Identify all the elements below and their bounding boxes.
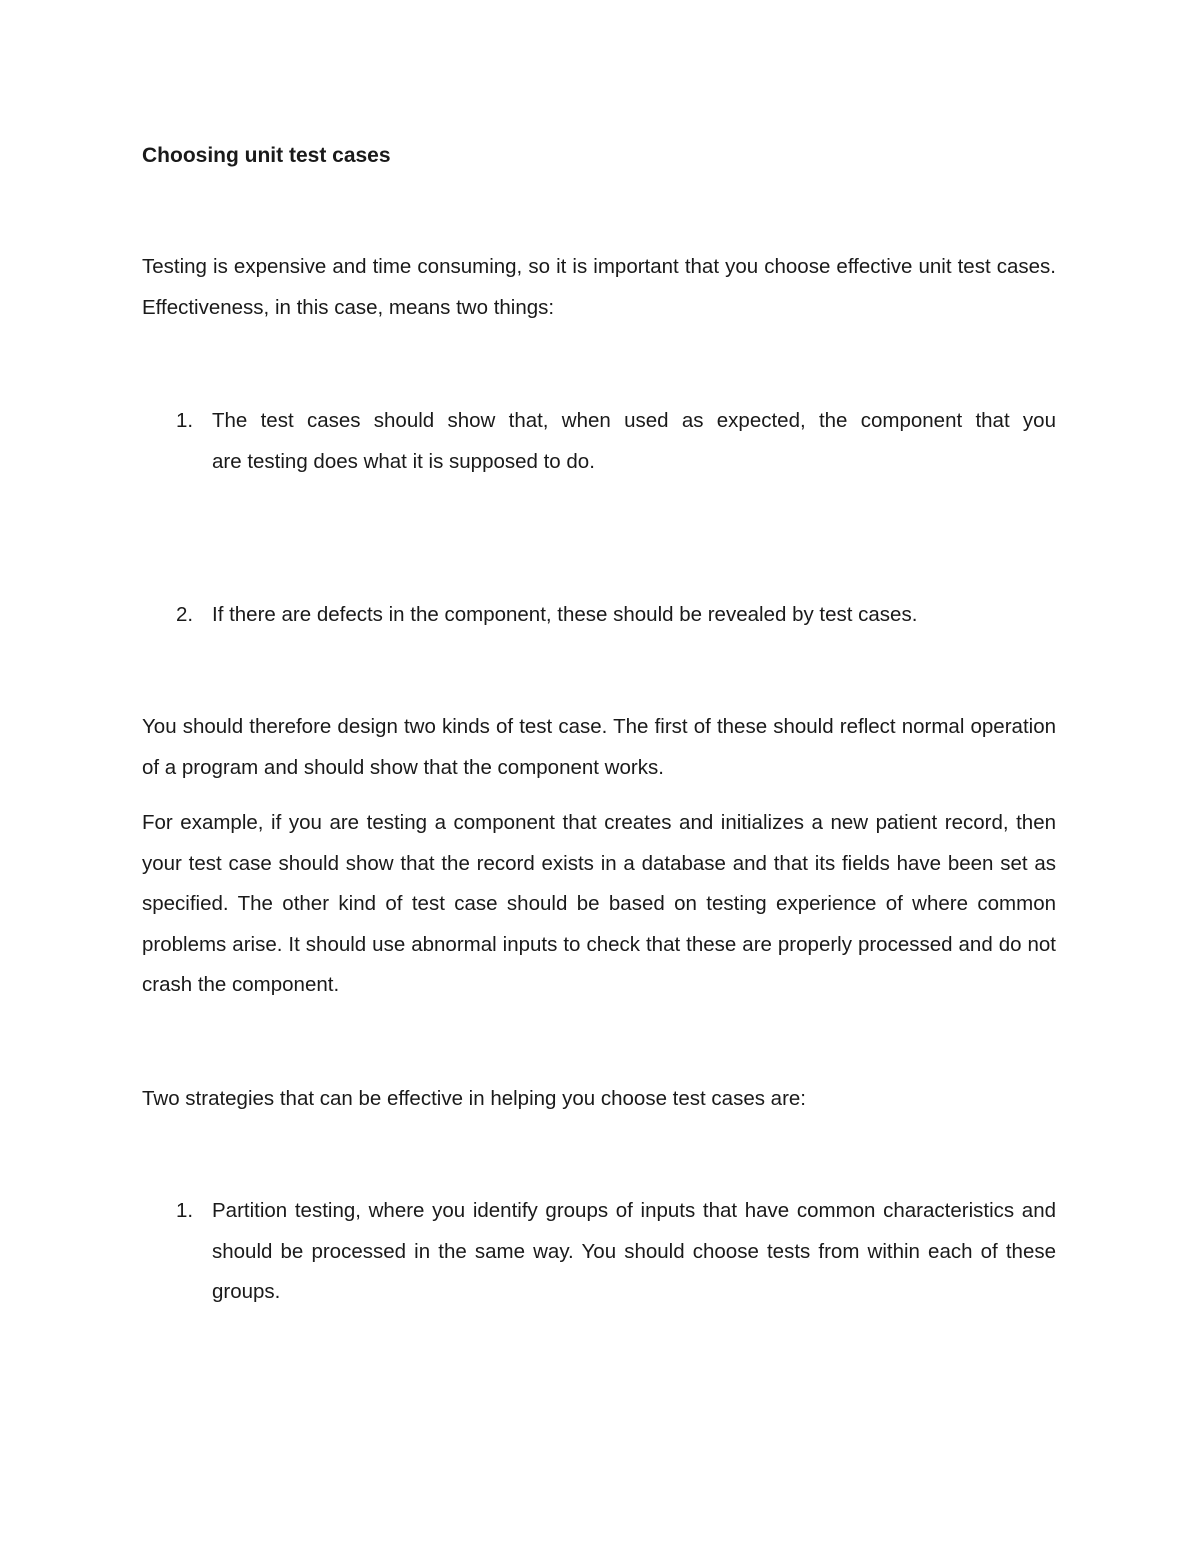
list-item-line: The test cases should show that, when used as expected, the component that you [212, 409, 1056, 432]
list-item-text: If there are defects in the component, these should be revealed by test cases. [212, 603, 918, 626]
list-item [142, 1191, 1056, 1313]
list-item-text [212, 401, 1056, 482]
document-title: Choosing unit test cases [142, 144, 391, 167]
list-item-text: Partition testing, where you identify groups of inputs that have common characteristics and should be processed in the same way. You should choose tests from within each of these groups. [212, 1199, 1056, 1303]
strategies-paragraph: Two strategies that can be effective in helping you choose test cases are: [142, 1087, 806, 1110]
kinds-paragraph: You should therefore design two kinds of test case. The first of these should reflect normal operation of a program and should show that the component works. [142, 715, 1056, 779]
list-number: 1. [176, 1199, 194, 1222]
list-item [142, 401, 1056, 523]
list-item [142, 595, 1056, 636]
list-number: 1. [176, 409, 194, 432]
example-paragraph: For example, if you are testing a component that creates and initializes a new patient record, then your test case should show that the record exists in a database and that its fields have been set as specified. The other kind of test case should be based on testing experience of where common problems arise. It should use abnormal inputs to check that these are properly processed and do not crash the component. [142, 811, 1056, 996]
intro-paragraph: Testing is expensive and time consuming, so it is important that you choose effective unit test cases. Effectiveness, in this case, means two things: [142, 255, 1056, 319]
list-item-line: are testing does what it is supposed to do. [212, 449, 595, 473]
list-number: 2. [176, 603, 194, 626]
